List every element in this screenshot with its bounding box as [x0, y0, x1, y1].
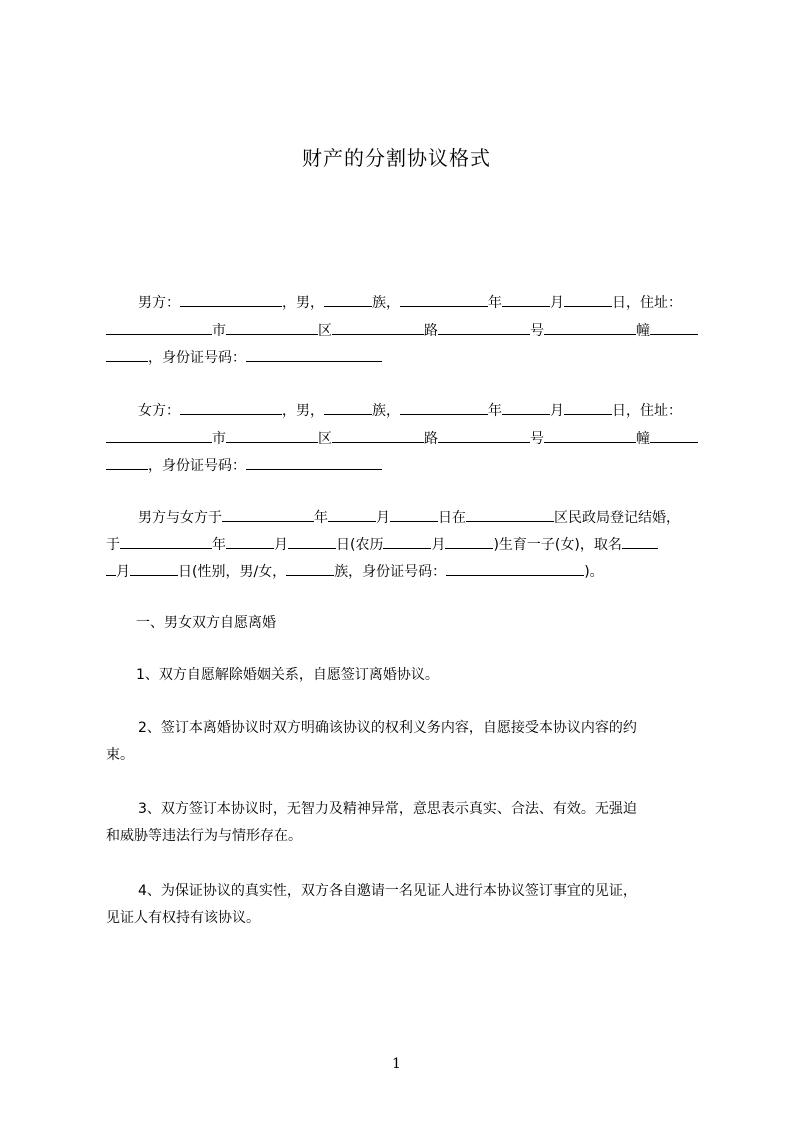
- blank-field[interactable]: [226, 319, 318, 335]
- label-number: 号: [530, 431, 544, 447]
- label-id-number: ，身份证号码：: [148, 350, 246, 366]
- blank-field[interactable]: [246, 454, 382, 470]
- blank-field[interactable]: [106, 560, 116, 576]
- clause-4-line-1: 4、为保证协议的真实性，双方各自邀请一名见证人进行本协议签订事宜的见证，: [138, 883, 637, 899]
- blank-field[interactable]: [445, 533, 493, 549]
- blank-field[interactable]: [564, 399, 612, 415]
- blank-field[interactable]: [324, 291, 372, 307]
- label-city: 市: [212, 323, 226, 339]
- clause-2-line-1: 2、签订本离婚协议时双方明确该协议的权利义务内容，自愿接受本协议内容的约: [138, 720, 637, 736]
- clause-1: 1、双方自愿解除婚姻关系，自愿签订离婚协议。: [136, 667, 439, 683]
- label-gender: ，男，: [282, 403, 324, 419]
- blank-field[interactable]: [226, 427, 318, 443]
- label-address: 日，住址：: [612, 295, 682, 311]
- blank-field[interactable]: [446, 560, 584, 576]
- label-year: 年: [212, 537, 226, 553]
- blank-field[interactable]: [400, 399, 488, 415]
- clause-2-line-2: 束。: [106, 747, 134, 763]
- label-marriage-intro: 男方与女方于: [138, 510, 222, 526]
- label-month: 月: [274, 537, 288, 553]
- blank-field[interactable]: [466, 506, 554, 522]
- blank-field[interactable]: [106, 427, 212, 443]
- blank-field[interactable]: [438, 319, 530, 335]
- blank-field[interactable]: [226, 533, 274, 549]
- blank-field[interactable]: [246, 346, 382, 362]
- blank-field[interactable]: [502, 291, 550, 307]
- label-month: 月: [376, 510, 390, 526]
- label-year: 年: [488, 295, 502, 311]
- blank-field[interactable]: [328, 506, 376, 522]
- clause-3-line-1: 3、双方签订本协议时，无智力及精神异常，意思表示真实、合法、有效。无强迫: [138, 801, 637, 817]
- label-district: 区: [318, 431, 332, 447]
- blank-field[interactable]: [180, 399, 282, 415]
- label-day-at: 日在: [438, 510, 466, 526]
- blank-field[interactable]: [438, 427, 530, 443]
- blank-field[interactable]: [390, 506, 438, 522]
- label-gender: ，男，: [282, 295, 324, 311]
- blank-field[interactable]: [222, 506, 314, 522]
- blank-field[interactable]: [650, 319, 698, 335]
- female-party-line-3: [106, 454, 706, 476]
- clause-4-line-2: 见证人有权持有该协议。: [106, 910, 260, 926]
- blank-field[interactable]: [544, 427, 636, 443]
- blank-field[interactable]: [383, 533, 431, 549]
- label-month: 月: [431, 537, 446, 553]
- marriage-line-3: [106, 560, 706, 582]
- label-close: )。: [584, 564, 604, 580]
- label-number: 号: [530, 323, 544, 339]
- label-male: 男方：: [138, 295, 180, 311]
- label-registry: 区民政局登记结婚，: [554, 510, 680, 526]
- male-party-line-2: [106, 319, 706, 341]
- blank-field[interactable]: [650, 427, 698, 443]
- blank-field[interactable]: [286, 560, 334, 576]
- blank-field[interactable]: [564, 291, 612, 307]
- blank-field[interactable]: [622, 533, 658, 549]
- section-1-heading: 一、男女双方自愿离婚: [136, 615, 276, 631]
- blank-field[interactable]: [400, 291, 488, 307]
- female-party-line-1: [138, 399, 738, 421]
- document-title: 财产的分割协议格式: [302, 146, 491, 170]
- clause-3-line-2: 和威胁等违法行为与情形存在。: [106, 828, 302, 844]
- page-number: 1: [392, 1056, 401, 1072]
- label-on: 于: [106, 537, 120, 553]
- blank-field[interactable]: [106, 319, 212, 335]
- female-party-line-2: [106, 427, 706, 449]
- label-id-number: ，身份证号码：: [148, 458, 246, 474]
- label-ethnicity: 族，: [372, 295, 400, 311]
- label-female: 女方：: [138, 403, 180, 419]
- label-month: 月: [550, 295, 564, 311]
- blank-field[interactable]: [544, 319, 636, 335]
- label-month: 月: [116, 564, 130, 580]
- label-ethnicity: 族，: [372, 403, 400, 419]
- label-city: 市: [212, 431, 226, 447]
- blank-field[interactable]: [106, 454, 148, 470]
- label-road: 路: [424, 431, 438, 447]
- label-road: 路: [424, 323, 438, 339]
- blank-field[interactable]: [130, 560, 178, 576]
- label-lunar: 日(农历: [336, 537, 384, 553]
- blank-field[interactable]: [502, 399, 550, 415]
- label-district: 区: [318, 323, 332, 339]
- marriage-line-1: [138, 506, 738, 528]
- blank-field[interactable]: [180, 291, 282, 307]
- label-gender-info: 日(性别，男/女，: [178, 564, 287, 580]
- blank-field[interactable]: [332, 319, 424, 335]
- blank-field[interactable]: [106, 346, 148, 362]
- label-child: )生育一子(女)，取名: [493, 537, 622, 553]
- blank-field[interactable]: [332, 427, 424, 443]
- blank-field[interactable]: [288, 533, 336, 549]
- label-address: 日，住址：: [612, 403, 682, 419]
- male-party-line-1: [138, 291, 738, 313]
- male-party-line-3: [106, 346, 706, 368]
- blank-field[interactable]: [120, 533, 212, 549]
- label-building: 幢: [636, 431, 650, 447]
- marriage-line-2: [106, 533, 706, 555]
- label-year: 年: [314, 510, 328, 526]
- label-building: 幢: [636, 323, 650, 339]
- blank-field[interactable]: [324, 399, 372, 415]
- label-year: 年: [488, 403, 502, 419]
- label-month: 月: [550, 403, 564, 419]
- label-ethnicity-id: 族，身份证号码：: [334, 564, 447, 580]
